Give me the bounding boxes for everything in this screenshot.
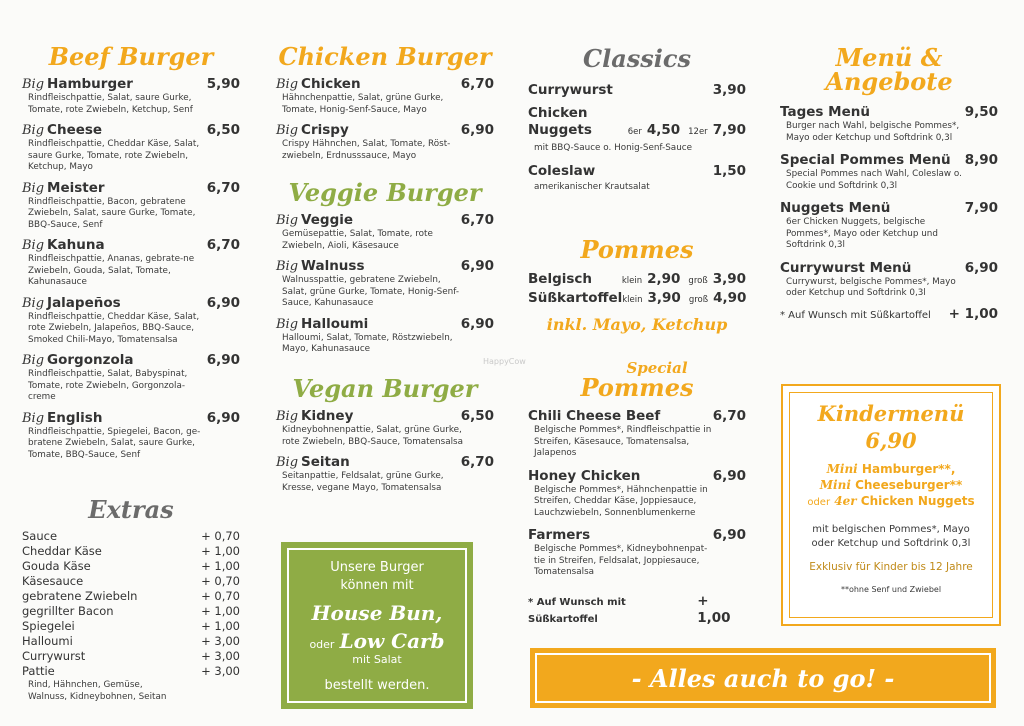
kids-desc: mit belgischen Pommes*, Mayo oder Ketchup und Softdrink 0,3l [811, 524, 971, 549]
big-prefix: Big [22, 295, 45, 311]
beef-item [22, 76, 240, 116]
veggie-item [276, 316, 494, 356]
item-name: Farmers [528, 527, 591, 543]
item-price: 6,70 [206, 237, 240, 253]
item-desc: Seitanpattie, Feldsalat, grüne Gurke, Kresse, vegane Mayo, Tomatensalsa [282, 471, 444, 493]
item-price: 6,70 [460, 212, 494, 228]
item-name: Veggie [301, 212, 354, 228]
extras-section [22, 497, 240, 703]
item-desc: Rindfleischpattie, Bacon, gebratene Zwiebeln, Salat, saure Gurke, Tomate, BBQ-Sauce, Senf [28, 196, 196, 230]
item-name: Gorgonzola [47, 352, 134, 368]
pommes-row [528, 271, 746, 290]
item-desc: Halloumi, Salat, Tomate, Röstzwiebeln, Mayo, Kahunasauce [282, 332, 453, 354]
bun-oder: oder [309, 638, 335, 651]
bun-line1: Unsere Burger [330, 560, 424, 575]
pommes-size1: klein [621, 276, 643, 286]
item-name: Chicken [301, 76, 361, 92]
pommes-price1: 2,90 [647, 271, 681, 287]
menu-note-price: + 1,00 [948, 305, 998, 322]
vegan-item [276, 408, 494, 448]
menu-title-line1: Menü & [835, 43, 943, 72]
special-pommes-section [528, 360, 746, 628]
item-name: Hamburger [47, 76, 133, 92]
pommes-section [528, 237, 746, 334]
nuggets-size1: 6er [627, 127, 642, 137]
menu-offers-section [780, 43, 998, 324]
vegan-burger-list [276, 408, 494, 494]
extras-row [22, 574, 240, 589]
item-name: Jalapeños [47, 294, 121, 311]
coleslaw-desc: amerikanischer Krautsalat [534, 181, 650, 192]
extra-name: Currywurst [22, 649, 86, 663]
extra-name: Käsesauce [22, 574, 84, 588]
pommes-size1: klein [622, 295, 643, 305]
extra-name: Spiegelei [22, 619, 75, 633]
nuggets-size2: 12er [688, 127, 708, 137]
special-note-text: * Auf Wunsch mit Süßkartoffel [528, 596, 626, 625]
classics-title: Classics [582, 44, 692, 73]
item-desc: Kidneybohnenpattie, Salat, grüne Gurke, rote Zwiebeln, BBQ-Sauce, Tomatensalsa [282, 425, 464, 447]
extra-price: + 1,00 [201, 604, 240, 618]
veggie-item [276, 258, 494, 310]
item-price: 6,90 [460, 315, 494, 332]
special-pommes-title: Pommes [580, 373, 694, 402]
kids-menu-title: Kindermenü [817, 401, 965, 426]
item-name: Cheese [47, 122, 103, 138]
bun-line-end: bestellt werden. [324, 678, 430, 693]
item-price: 8,90 [964, 152, 998, 168]
item-name: Chili Cheese Beef [528, 408, 661, 424]
special-pommes-list [528, 408, 746, 579]
pommes-size2: groß [688, 295, 709, 305]
beef-item [22, 180, 240, 232]
extra-price: + 1,00 [201, 619, 240, 633]
beef-item [22, 295, 240, 347]
extra-price: + 1,00 [201, 559, 240, 573]
kids-line3: oder 4er Chicken Nuggets [807, 494, 975, 508]
low-carb-label: Low Carb [339, 629, 445, 653]
item-price: 6,90 [712, 527, 746, 543]
item-desc: Rindfleischpattie, Cheddar Käse, Salat, rote Zwiebeln, Jalapeños, BBQ-Sauce, Smoked Chili-Mayo, Tomatensalsa [28, 311, 200, 345]
item-price: 6,50 [460, 408, 494, 424]
happycow-watermark: HappyCow [483, 357, 526, 366]
big-prefix: Big [276, 259, 299, 274]
extras-row [22, 544, 240, 559]
item-name: Special Pommes Menü [780, 152, 951, 168]
extras-row [22, 634, 240, 649]
extras-row [22, 529, 240, 544]
item-price: 6,90 [964, 259, 998, 276]
extras-list [22, 529, 240, 679]
beef-item [22, 352, 240, 404]
menu-offers-list [780, 104, 998, 300]
nuggets-price2: 7,90 [712, 122, 746, 138]
vegan-burger-section [276, 376, 494, 494]
item-desc: Belgische Pommes*, Hähnchenpattie in Streifen, Cheddar Käse, Joppiesauce, Lauchzwiebeln, Sonnenblumenkerne [534, 484, 708, 518]
nuggets-desc: mit BBQ-Sauce o. Honig-Senf-Sauce [534, 143, 693, 153]
item-desc: Hähnchenpattie, Salat, grüne Gurke, Tomate, Honig-Senf-Sauce, Mayo [282, 93, 444, 115]
big-prefix: Big [22, 238, 45, 253]
item-name: Kidney [301, 408, 354, 424]
big-prefix: Big [276, 123, 299, 138]
currywurst-item [528, 82, 746, 99]
extra-price: + 0,70 [201, 529, 240, 543]
extra-price: + 1,00 [201, 544, 240, 558]
pommes-name: Belgisch [528, 271, 593, 287]
item-desc: Rindfleischpattie, Cheddar Käse, Salat, saure Gurke, Tomate, rote Zwiebeln, Ketchup, Mayo [28, 139, 200, 172]
extra-price: + 3,00 [201, 664, 240, 678]
item-name: Tages Menü [780, 104, 870, 120]
big-prefix: Big [22, 410, 45, 426]
extras-row [22, 664, 240, 679]
item-desc: Currywurst, belgische Pommes*, Mayo oder Ketchup und Softdrink 0,3l [786, 276, 956, 298]
currywurst-name: Currywurst [528, 82, 613, 98]
to-go-banner [530, 648, 996, 708]
item-price: 6,70 [460, 454, 494, 470]
pommes-name: Süßkartoffel [528, 290, 623, 306]
item-desc: Special Pommes nach Wahl, Coleslaw o. Cookie und Softdrink 0,3l [786, 169, 962, 191]
special-sweetpotato-note [528, 593, 746, 628]
item-price: 7,90 [964, 200, 998, 216]
beef-item [22, 122, 240, 174]
pommes-tagline: inkl. Mayo, Ketchup [546, 315, 728, 334]
item-name: Crispy [301, 122, 349, 138]
chicken-burger-list [276, 76, 494, 162]
pommes-price2: 3,90 [712, 271, 746, 287]
item-desc: Walnusspattie, gebratene Zwiebeln, Salat, grüne Gurke, Tomate, Honig-Senf-Sauce, Kahunasauce [282, 275, 460, 308]
special-pommes-item [528, 527, 746, 579]
pommes-price2: 4,90 [713, 290, 747, 306]
item-price: 6,50 [206, 122, 240, 138]
vegan-burger-title: Vegan Burger [292, 374, 478, 403]
kids-line2: Mini Cheeseburger** [819, 478, 963, 492]
special-small-title: Special [626, 359, 688, 377]
item-name: English [47, 409, 103, 426]
coleslaw-price: 1,50 [712, 162, 746, 179]
coleslaw-name: Coleslaw [528, 162, 596, 179]
extra-price: + 3,00 [201, 649, 240, 663]
menu-title-line2: Angebote [825, 67, 953, 96]
big-prefix: Big [276, 213, 299, 228]
item-price: 6,90 [206, 409, 240, 426]
pommes-list [528, 271, 746, 309]
item-name: Meister [47, 179, 105, 196]
veggie-burger-section [276, 180, 494, 356]
kids-line1: Mini Hamburger**, [826, 462, 956, 476]
big-prefix: Big [22, 123, 45, 138]
item-desc: Gemüsepattie, Salat, Tomate, rote Zwiebeln, Aioli, Käsesauce [282, 229, 433, 251]
beef-burger-section [22, 44, 240, 461]
nuggets-price1: 4,50 [646, 122, 681, 138]
bun-line2: können mit [340, 578, 414, 593]
chicken-item [276, 76, 494, 116]
nuggets-name1: Chicken [528, 105, 588, 121]
item-price: 6,90 [460, 122, 494, 138]
item-price: 9,50 [964, 104, 998, 120]
menu-sweetpotato-note [780, 306, 998, 324]
extras-row [22, 589, 240, 604]
item-price: 6,90 [712, 467, 746, 484]
item-desc: Rindfleischpattie, Salat, Babyspinat, Tomate, rote Zwiebeln, Gorgonzola-creme [28, 369, 188, 402]
big-prefix: Big [276, 316, 299, 332]
to-go-text: - Alles auch to go! - [631, 663, 895, 693]
nuggets-item [528, 105, 746, 155]
kids-exclusive: Exklusiv für Kinder bis 12 Jahre [809, 561, 973, 573]
item-price: 6,70 [206, 179, 240, 196]
chicken-item [276, 122, 494, 162]
pommes-size2: groß [688, 276, 708, 286]
pommes-price1: 3,90 [647, 290, 681, 306]
item-name: Walnuss [301, 258, 365, 274]
item-desc: Rindfleischpattie, Salat, saure Gurke, Tomate, rote Zwiebeln, Ketchup, Senf [28, 93, 193, 115]
classics-section [528, 46, 746, 193]
extra-name: Halloumi [22, 634, 73, 648]
big-prefix: Big [276, 409, 299, 424]
item-price: 6,70 [460, 76, 494, 92]
pommes-title: Pommes [580, 235, 694, 264]
veggie-burger-title: Veggie Burger [288, 178, 482, 207]
item-price: 6,90 [206, 294, 240, 311]
extras-row [22, 649, 240, 664]
big-prefix: Big [22, 353, 45, 368]
extra-name: Pattie [22, 664, 55, 678]
chicken-burger-title: Chicken Burger [278, 42, 492, 71]
vegan-item [276, 454, 494, 494]
menu-offer-item [780, 200, 998, 252]
extras-row [22, 619, 240, 634]
item-name: Seitan [301, 454, 350, 470]
coleslaw-item [528, 163, 746, 194]
item-price: 5,90 [206, 76, 240, 92]
pattie-note: Rind, Hähnchen, Gemüse, Walnuss, Kidneybohnen, Seitan [28, 680, 167, 702]
menu-note-text: * Auf Wunsch mit Süßkartoffel [780, 309, 931, 321]
house-bun-label: House Bun, [311, 601, 443, 625]
nuggets-name2: Nuggets [528, 122, 592, 138]
item-desc: Crispy Hähnchen, Salat, Tomate, Röst-zwiebeln, Erdnusssauce, Mayo [282, 139, 451, 161]
currywurst-price: 3,90 [712, 82, 746, 98]
special-pommes-item [528, 408, 746, 460]
big-prefix: Big [276, 77, 299, 92]
extra-name: gegrillter Bacon [22, 604, 114, 618]
item-desc: Belgische Pommes*, Kidneybohnenpat-tie in Streifen, Feldsalat, Joppiesauce, Tomatensalsa [534, 544, 708, 577]
extra-name: Cheddar Käse [22, 544, 102, 558]
item-desc: Rindfleischpattie, Spiegelei, Bacon, ge-bratene Zwiebeln, Salat, saure Gurke, Tomate, BBQ-Sauce, Senf [28, 426, 201, 460]
item-name: Halloumi [301, 315, 369, 332]
menu-offer-item [780, 152, 998, 192]
extras-row [22, 604, 240, 619]
item-name: Currywurst Menü [780, 259, 912, 276]
item-price: 6,70 [712, 408, 746, 424]
extra-price: + 3,00 [201, 634, 240, 648]
item-name: Nuggets Menü [780, 200, 891, 216]
bun-mit-salat: mit Salat [352, 653, 402, 666]
bun-options-box [281, 542, 473, 709]
extras-row [22, 559, 240, 574]
item-name: Kahuna [47, 237, 105, 253]
item-price: 6,90 [206, 352, 240, 368]
big-prefix: Big [22, 180, 45, 196]
beef-item [22, 410, 240, 462]
extra-name: gebratene Zwiebeln [22, 589, 138, 603]
menu-offer-item [780, 104, 998, 144]
beef-item [22, 237, 240, 289]
special-pommes-item [528, 468, 746, 520]
extra-name: Gouda Käse [22, 559, 91, 573]
extra-price: + 0,70 [201, 589, 240, 603]
extra-price: + 0,70 [201, 574, 240, 588]
item-price: 6,90 [460, 258, 494, 274]
veggie-item [276, 212, 494, 252]
item-desc: 6er Chicken Nuggets, belgische Pommes*, Mayo oder Ketchup und Softdrink 0,3l [786, 217, 938, 250]
item-desc: Burger nach Wahl, belgische Pommes*, Mayo oder Ketchup und Softdrink 0,3l [786, 121, 960, 143]
item-desc: Belgische Pommes*, Rindfleischpattie in Streifen, Käsesauce, Tomatensalsa, Jalapenos [534, 425, 712, 458]
special-note-price: + 1,00 [697, 592, 731, 626]
pommes-row [528, 290, 746, 309]
extras-title: Extras [88, 495, 174, 524]
big-prefix: Big [22, 77, 45, 92]
kids-note: **ohne Senf und Zwiebel [840, 585, 942, 594]
item-name: Honey Chicken [528, 467, 641, 484]
veggie-burger-list [276, 212, 494, 356]
extra-name: Sauce [22, 529, 58, 543]
beef-burger-title: Beef Burger [48, 42, 214, 71]
chicken-burger-section [276, 44, 494, 162]
beef-burger-list [22, 76, 240, 461]
kids-menu-price: 6,90 [865, 428, 917, 453]
menu-offer-item [780, 260, 998, 300]
kids-menu-box [781, 384, 1001, 626]
big-prefix: Big [276, 455, 299, 470]
item-desc: Rindfleischpattie, Ananas, gebrate-ne Zwiebeln, Gouda, Salat, Tomate, Kahunasauce [28, 254, 195, 287]
